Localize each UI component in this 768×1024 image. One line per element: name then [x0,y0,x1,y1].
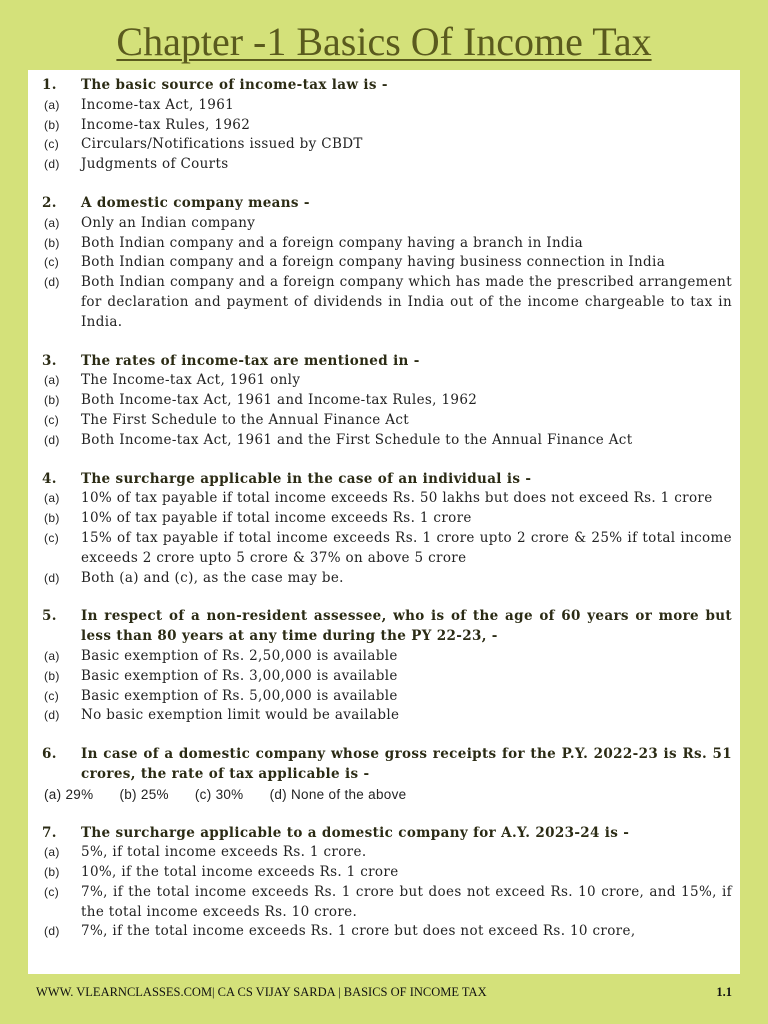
option-c [28,253,740,273]
option-label: (d) [44,432,60,447]
question-number: 4. [42,470,57,487]
option-text: Both Indian company and a foreign company which has made the prescribed arrangement for declaration and payment of dividends in India out of the income chargeable to tax in India. [81,274,732,330]
option-text: The Income-tax Act, 1961 only [81,372,301,389]
option-label: (a) [44,491,60,506]
question-text: The surcharge applicable to a domestic company for A.Y. 2023-24 is - [81,824,630,841]
question-4 [28,470,740,589]
option-text: Both Income-tax Act, 1961 and the First Schedule to the Annual Finance Act [81,431,633,448]
option-b: (b) 25% [119,786,169,802]
option-d [28,431,740,451]
option-label: (a) [44,97,60,112]
option-text: 10% of tax payable if total income exceeds Rs. 50 lakhs but does not exceed Rs. 1 crore [81,490,713,507]
option-c [28,411,740,431]
question-text: The rates of income-tax are mentioned in - [81,352,420,369]
option-label: (a) [44,373,60,388]
question-number: 2. [42,194,57,211]
option-text: 10%, if the total income exceeds Rs. 1 crore [81,864,399,881]
question-text: In respect of a non-resident assessee, who is of the age of 60 years or more but less than 80 years at any time during the PY 22-23, - [81,608,732,645]
option-label: (d) [44,708,60,723]
question-header [28,607,740,647]
option-label: (b) [44,235,60,250]
option-label: (d) [44,924,60,939]
option-d [28,922,740,942]
option-a [28,96,740,116]
option-a [28,489,740,509]
option-c [28,687,740,707]
inline-options [28,785,740,805]
page-number: 1.1 [716,985,732,999]
footer-text: WWW. VLEARNCLASSES.COM| CA CS VIJAY SARDA | BASICS OF INCOME TAX [36,985,487,999]
option-label: (b) [44,668,60,683]
question-header [28,194,740,214]
option-label: (a) [44,845,60,860]
question-header [28,352,740,372]
option-label: (c) [44,688,60,703]
option-label: (c) [44,530,60,545]
page-title: Chapter -1 Basics Of Income Tax [116,19,652,64]
option-d [28,569,740,589]
option-label: (c) [44,884,60,899]
option-label: (b) [44,865,60,880]
option-label: (b) [44,393,60,408]
question-number: 3. [42,352,57,369]
question-sheet [28,70,740,974]
option-b [28,391,740,411]
option-text: Income-tax Act, 1961 [81,96,235,113]
option-text: Both Indian company and a foreign company having business connection in India [81,254,666,271]
option-c [28,135,740,155]
question-2 [28,194,740,333]
question-header [28,76,740,96]
option-text: 10% of tax payable if total income exceeds Rs. 1 crore [81,510,472,527]
option-text: Both Income-tax Act, 1961 and Income-tax Rules, 1962 [81,392,478,409]
option-c [28,529,740,569]
question-number: 7. [42,824,57,841]
option-label: (b) [44,117,60,132]
option-label: (d) [44,570,60,585]
option-label: (a) [44,215,60,230]
question-text: The basic source of income-tax law is - [81,77,388,93]
option-text: The First Schedule to the Annual Finance Act [81,411,410,428]
option-d [28,155,740,175]
option-b [28,234,740,254]
option-label: (c) [44,412,60,427]
option-a [28,371,740,391]
question-1 [28,76,740,175]
question-text: In case of a domestic company whose gross receipts for the P.Y. 2022-23 is Rs. 51 crores, the rate of tax applicable is - [81,746,732,782]
option-text: Basic exemption of Rs. 3,00,000 is available [81,667,398,684]
option-d [28,706,740,726]
option-label: (c) [44,137,60,152]
question-header [28,470,740,490]
question-text: A domestic company means - [81,194,310,211]
question-header [28,824,740,844]
option-a [28,214,740,234]
option-a [28,647,740,667]
option-d: (d) None of the above [269,786,407,802]
question-5 [28,607,740,726]
option-text: 7%, if the total income exceeds Rs. 1 crore but does not exceed Rs. 10 crore, [81,923,636,940]
option-c [28,883,740,923]
option-text: Only an Indian company [81,214,256,231]
question-number: 1. [42,77,57,93]
page-footer [36,985,732,1000]
option-label: (d) [44,157,60,172]
option-a: (a) 29% [44,786,94,802]
option-text: 5%, if total income exceeds Rs. 1 crore. [81,844,367,861]
question-text: The surcharge applicable in the case of an individual is - [81,470,532,487]
question-7 [28,824,740,943]
option-text: 7%, if the total income exceeds Rs. 1 crore but does not exceed Rs. 10 crore, and 15%, if the total income exceeds Rs. 10 crore. [81,883,732,920]
option-text: Judgments of Courts [81,156,229,173]
option-label: (b) [44,511,60,526]
option-text: Income-tax Rules, 1962 [81,116,251,133]
option-text: Circulars/Notifications issued by CBDT [81,136,363,153]
option-text: Basic exemption of Rs. 5,00,000 is available [81,687,398,704]
option-c: (c) 30% [194,786,244,802]
question-number: 5. [42,608,57,625]
option-b [28,667,740,687]
option-text: Both Indian company and a foreign company having a branch in India [81,234,584,251]
option-b [28,863,740,883]
question-header [28,745,740,785]
question-number: 6. [42,746,57,763]
option-text: 15% of tax payable if total income exceeds Rs. 1 crore upto 2 crore & 25% if total income exceeds 2 crore upto 5 crore & 37% on above 5 crore [81,529,732,566]
option-text: Basic exemption of Rs. 2,50,000 is available [81,647,398,664]
option-text: No basic exemption limit would be available [81,707,400,724]
option-label: (a) [44,648,60,663]
option-label: (d) [44,275,60,290]
option-text: Both (a) and (c), as the case may be. [81,569,344,586]
question-3 [28,352,740,451]
option-a [28,843,740,863]
option-b [28,116,740,136]
question-6 [28,745,740,804]
option-b [28,509,740,529]
option-d [28,273,740,332]
option-label: (c) [44,255,60,270]
